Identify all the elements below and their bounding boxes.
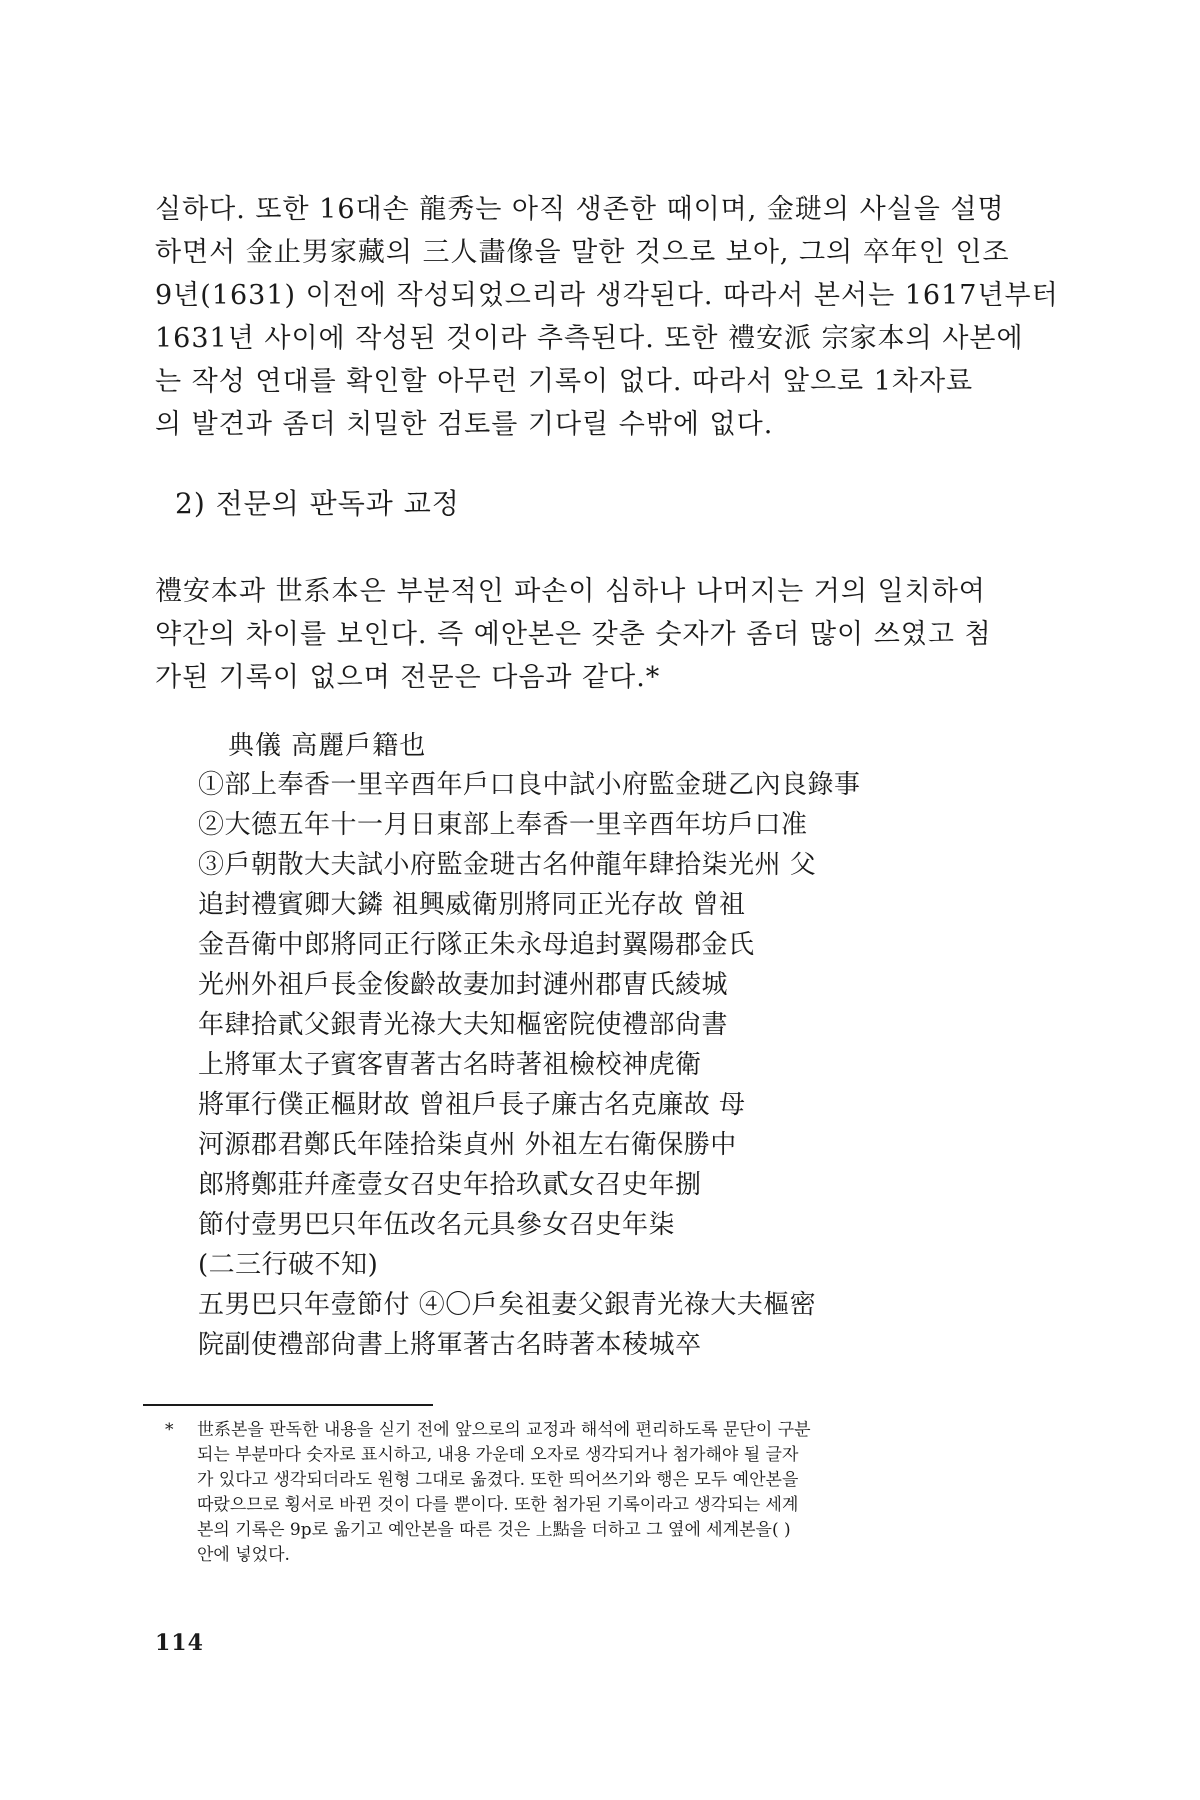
record-line: 金吾衛中郎將同正行隊正朱永母追封翼陽郡金氏 xyxy=(198,930,755,960)
paragraph-dating xyxy=(155,188,1059,446)
household-register-text xyxy=(198,765,861,1365)
text-line: 의 발견과 좀더 치밀한 검토를 기다릴 수밖에 없다. xyxy=(155,409,774,440)
record-line: 年肆拾貳父銀青光祿大夫知樞密院使禮部尙書 xyxy=(198,1010,729,1040)
record-line: 河源郡君鄭氏年陸拾柒貞州 外祖左右衛保勝中 xyxy=(198,1130,737,1160)
footnote-line: 世系본을 판독한 내용을 싣기 전에 앞으로의 교정과 해석에 편리하도록 문단이 구분 xyxy=(197,1420,811,1440)
record-line: ②大德五年十一月日東部上奉香一里辛酉年坊戶口准 xyxy=(198,810,808,840)
record-line: 五男巴只年壹節付 ④〇戶矣祖妻父銀青光祿大夫樞密 xyxy=(198,1290,817,1320)
record-title: 典儀 高麗戶籍也 xyxy=(228,731,427,761)
record-line: 上將軍太子賓客曺著古名時著祖檢校神虎衛 xyxy=(198,1050,702,1080)
paragraph-comparison xyxy=(155,570,1055,699)
text-line: 가된 기록이 없으며 전문은 다음과 같다.* xyxy=(155,662,661,693)
footnote-line: 가 있다고 생각되더라도 원형 그대로 옮겼다. 또한 띄어쓰기와 행은 모두 예안본을 xyxy=(197,1470,799,1490)
text-line: 실하다. 또한 16대손 龍秀는 아직 생존한 때이며, 金琎의 사실을 설명 xyxy=(155,194,1005,225)
record-line: (二三行破不知) xyxy=(198,1250,379,1280)
record-line: ①部上奉香一里辛酉年戶口良中試小府監金琎乙內良錄事 xyxy=(198,770,861,800)
section-heading: 2) 전문의 판독과 교정 xyxy=(175,487,460,520)
record-line: 將軍行僕正樞財故 曾祖戶長子廉古名克廉故 母 xyxy=(198,1090,746,1120)
record-line: 追封禮賓卿大鏻 祖興威衛別將同正光存故 曾祖 xyxy=(198,890,746,920)
record-line: 節付壹男巴只年伍改名元具參女召史年柒 xyxy=(198,1210,676,1240)
text-line: 9년(1631) 이전에 작성되었으리라 생각된다. 따라서 본서는 1617년부터 xyxy=(155,280,1059,311)
page-number: 114 xyxy=(155,1630,204,1656)
footnote-line: 따랐으므로 횡서로 바뀐 것이 다를 뿐이다. 또한 첨가된 기록이라고 생각되는 세계 xyxy=(197,1495,799,1515)
footnote-divider xyxy=(143,1404,433,1406)
footnote-line: 되는 부분마다 숫자로 표시하고, 내용 가운데 오자로 생각되거나 첨가해야 될 글자 xyxy=(197,1445,799,1465)
record-line: ③戶朝散大夫試小府監金琎古名仲龍年肆拾柒光州 父 xyxy=(198,850,817,880)
record-line: 院副使禮部尙書上將軍著古名時著本稜城卒 xyxy=(198,1330,702,1360)
text-line: 하면서 金止男家藏의 三人畵像을 말한 것으로 보아, 그의 卒年인 인조 xyxy=(155,237,1010,268)
text-line: 1631년 사이에 작성된 것이라 추측된다. 또한 禮安派 宗家本의 사본에 xyxy=(155,323,1024,354)
footnote-mark: * xyxy=(165,1420,174,1440)
record-line: 光州外祖戶長金俊齡故妻加封漣州郡曺氏綾城 xyxy=(198,970,729,1000)
text-line: 는 작성 연대를 확인할 아무런 기록이 없다. 따라서 앞으로 1차자료 xyxy=(155,366,974,397)
footnote xyxy=(165,1418,1045,1568)
text-line: 약간의 차이를 보인다. 즉 예안본은 갖춘 숫자가 좀더 많이 쓰였고 첨 xyxy=(155,619,992,650)
record-line: 郎將鄭莊幷產壹女召史年拾玖貳女召史年捌 xyxy=(198,1170,702,1200)
text-line: 禮安本과 世系本은 부분적인 파손이 심하나 나머지는 거의 일치하여 xyxy=(155,576,986,607)
footnote-line: 본의 기록은 9p로 옮기고 예안본을 따른 것은 上點을 더하고 그 옆에 세계본을( ) xyxy=(197,1520,791,1540)
footnote-line: 안에 넣었다. xyxy=(197,1545,290,1565)
